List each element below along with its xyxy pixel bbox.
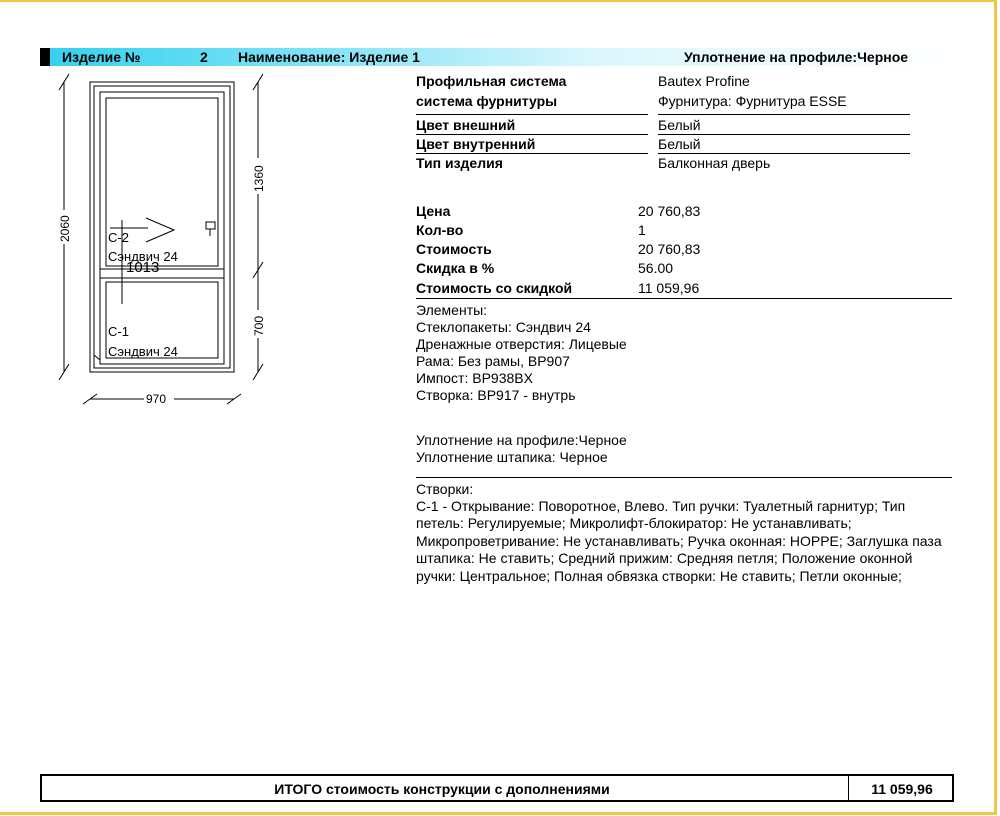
- elements-line: Створка: BP917 - внутрь: [416, 387, 576, 403]
- door-handle-icon: [206, 222, 215, 229]
- header-marker: [40, 48, 50, 66]
- cost-value: 20 760,83: [638, 241, 701, 257]
- elements-list: [416, 302, 627, 404]
- item-number: 2: [200, 49, 208, 65]
- price-value: 20 760,83: [638, 203, 701, 219]
- lower-sash-code: С-1: [108, 324, 129, 339]
- divider: [416, 134, 648, 135]
- spec-label-profile: Профильная система: [416, 73, 567, 89]
- divider: [416, 298, 952, 299]
- door-drawing: [50, 70, 280, 410]
- upper-overlay-dim: 1013: [126, 259, 160, 276]
- total-box: [40, 774, 954, 802]
- discounted-cost-value: 11 059,96: [638, 280, 700, 296]
- spec-label-color-outer: Цвет внешний: [416, 117, 516, 133]
- sashes-title: Створки:: [416, 481, 474, 497]
- spec-label-hardware: система фурнитуры: [416, 93, 558, 109]
- discount-value: 56.00: [638, 260, 674, 276]
- elements-line: Импост: BP938BX: [416, 370, 533, 386]
- seal-line: Уплотнение штапика: Черное: [416, 449, 608, 465]
- upper-sash-code: С-2: [108, 230, 129, 245]
- header-seal: Уплотнение на профиле:Черное: [684, 49, 909, 65]
- spec-label-type: Тип изделия: [416, 155, 503, 171]
- item-name: Наименование: Изделие 1: [238, 49, 420, 65]
- dim-height-lower: 700: [252, 315, 266, 336]
- total-value: 11 059,96: [871, 781, 933, 797]
- elements-line: Рама: Без рамы, BP907: [416, 353, 570, 369]
- divider: [416, 477, 952, 478]
- divider: [658, 134, 910, 135]
- elements-title: Элементы:: [416, 302, 488, 318]
- seal-list: [416, 432, 627, 466]
- spec-value-color-outer: Белый: [658, 117, 701, 133]
- elements-line: Стеклопакеты: Сэндвич 24: [416, 319, 591, 335]
- elements-line: Дренажные отверстия: Лицевые: [416, 336, 627, 352]
- divider: [416, 153, 648, 154]
- dim-height-upper: 1360: [252, 165, 266, 192]
- spec-value-hardware: Фурнитура: Фурнитура ESSE: [658, 93, 847, 109]
- cost-label: Стоимость: [416, 241, 492, 257]
- spec-value-color-inner: Белый: [658, 136, 701, 152]
- lower-glass-label: Сэндвич 24: [108, 344, 178, 359]
- sashes-description: С-1 - Открывание: Поворотное, Влево. Тип ручки: Туалетный гарнитур; Тип петель: Регулируемые; Микролифт-блокиратор: Не устанавливать; Микропроветривание: Не устанавливать; Ручка оконная: HOPPE; Заглушка паза штапика: Не ставить; Средний прижим: Средняя петля; Положение оконной ручки: Центральное; Полная обвязка створки: Не ставить; Петли оконные;: [416, 498, 942, 584]
- spec-label-color-inner: Цвет внутренний: [416, 136, 536, 152]
- item-number-label: Изделие №: [62, 49, 141, 65]
- total-label: ИТОГО стоимость конструкции с дополнениями: [274, 781, 610, 797]
- upper-glass-label: Сэндвич 24: [108, 249, 178, 264]
- total-separator: [848, 776, 849, 800]
- divider: [658, 153, 910, 154]
- spec-value-type: Балконная дверь: [658, 155, 771, 171]
- seal-line: Уплотнение на профиле:Черное: [416, 432, 627, 448]
- dim-width: 970: [146, 392, 167, 406]
- dim-height-total: 2060: [58, 215, 72, 242]
- price-label: Цена: [416, 203, 451, 219]
- spec-value-profile: Bautex Profine: [658, 73, 750, 89]
- opening-direction-icon: [146, 218, 174, 242]
- quantity-label: Кол-во: [416, 222, 464, 238]
- discounted-cost-label: Стоимость со скидкой: [416, 280, 573, 296]
- divider: [658, 114, 910, 115]
- hinge-mark: [94, 355, 100, 360]
- divider: [416, 114, 648, 115]
- quantity-value: 1: [638, 222, 646, 238]
- discount-label: Скидка в %: [416, 260, 495, 276]
